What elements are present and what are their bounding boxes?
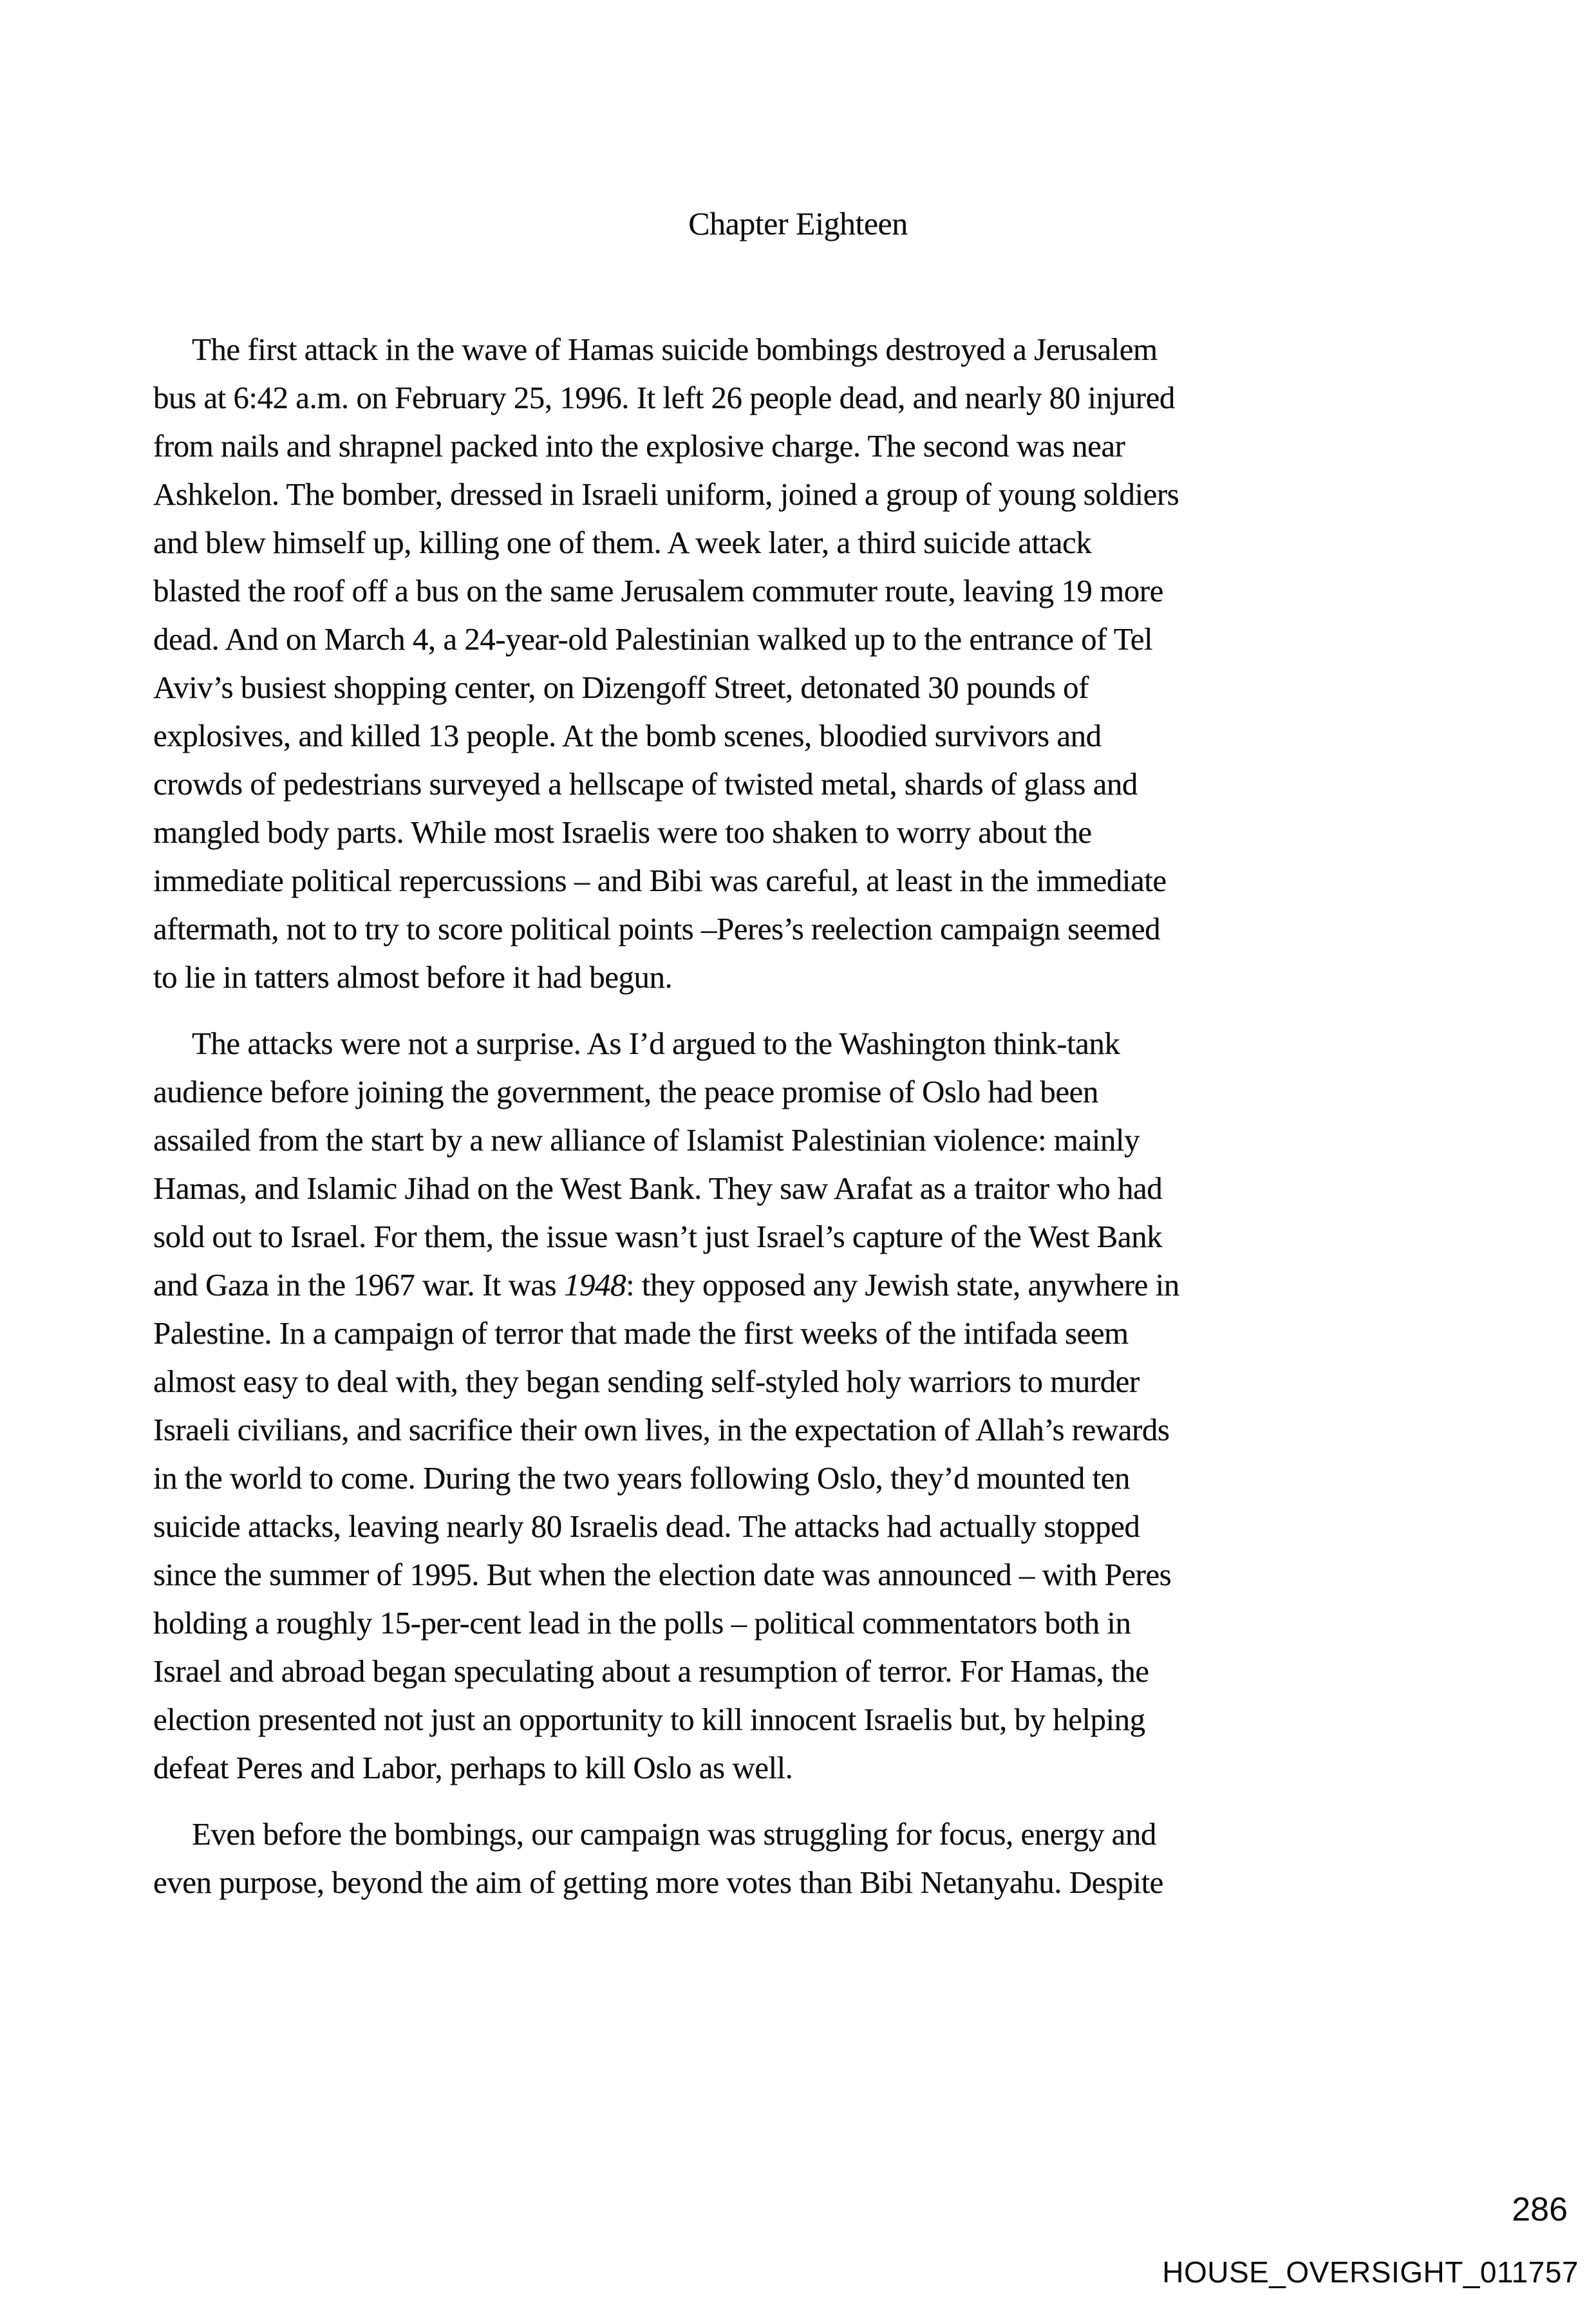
text-line: even purpose, beyond the aim of getting more votes than Bibi Netanyahu. Despite [153, 1865, 1163, 1900]
text-line: holding a roughly 15-per-cent lead in the polls – political commentators both in [153, 1605, 1131, 1640]
text-line: Aviv’s busiest shopping center, on Dizengoff Street, detonated 30 pounds of [153, 670, 1089, 705]
text-line: in the world to come. During the two years following Oslo, they’d mounted ten [153, 1460, 1130, 1496]
text-line: bus at 6:42 a.m. on February 25, 1996. It left 26 people dead, and nearly 80 injured [153, 380, 1175, 415]
text-line: Israeli civilians, and sacrifice their own lives, in the expectation of Allah’s rewards [153, 1412, 1170, 1447]
text-line: defeat Peres and Labor, perhaps to kill Oslo as well. [153, 1750, 793, 1785]
text-line: audience before joining the government, the peace promise of Oslo had been [153, 1074, 1098, 1109]
text-line: and blew himself up, killing one of them. A week later, a third suicide attack [153, 525, 1092, 560]
text-line: almost easy to deal with, they began sending self-styled holy warriors to murder [153, 1364, 1140, 1399]
text-line: immediate political repercussions – and Bibi was careful, at least in the immediate [153, 863, 1167, 898]
text-line: The first attack in the wave of Hamas suicide bombings destroyed a Jerusalem [192, 332, 1158, 367]
text-line: since the summer of 1995. But when the election date was announced – with Peres [153, 1557, 1172, 1592]
text-line: from nails and shrapnel packed into the explosive charge. The second was near [153, 428, 1125, 464]
body-text [153, 325, 1415, 1924]
text-line: Israel and abroad began speculating about a resumption of terror. For Hamas, the [153, 1653, 1149, 1689]
text-line: Ashkelon. The bomber, dressed in Israeli uniform, joined a group of young soldiers [153, 476, 1179, 512]
text-line: mangled body parts. While most Israelis were too shaken to worry about the [153, 814, 1092, 850]
text-line: The attacks were not a surprise. As I’d argued to the Washington think-tank [192, 1026, 1120, 1061]
text-line: aftermath, not to try to score political points –Peres’s reelection campaign seemed [153, 911, 1161, 946]
text-line: suicide attacks, leaving nearly 80 Israelis dead. The attacks had actually stopped [153, 1509, 1140, 1544]
page-number: 286 [1512, 2191, 1568, 2228]
text-line: explosives, and killed 13 people. At the bomb scenes, bloodied survivors and [153, 718, 1102, 753]
text-line: and Gaza in the 1967 war. It was 1948: they opposed any Jewish state, anywhere in [153, 1267, 1179, 1302]
text-line: assailed from the start by a new alliance of Islamist Palestinian violence: mainly [153, 1122, 1140, 1158]
text-line: blasted the roof off a bus on the same Jerusalem commuter route, leaving 19 more [153, 573, 1163, 608]
text-line: crowds of pedestrians surveyed a hellscape of twisted metal, shards of glass and [153, 766, 1138, 802]
bates-stamp: HOUSE_OVERSIGHT_011757 [1162, 2255, 1579, 2289]
chapter-heading: Chapter Eighteen [688, 205, 908, 241]
text-line: dead. And on March 4, a 24-year-old Palestinian walked up to the entrance of Tel [153, 621, 1153, 657]
text-line: to lie in tatters almost before it had begun. [153, 959, 673, 995]
text-line: election presented not just an opportunity to kill innocent Israelis but, by helping [153, 1702, 1145, 1737]
text-line: sold out to Israel. For them, the issue wasn’t just Israel’s capture of the West Bank [153, 1219, 1163, 1254]
paragraph [153, 325, 1415, 1001]
text-line: Hamas, and Islamic Jihad on the West Bank. They saw Arafat as a traitor who had [153, 1170, 1163, 1206]
paragraph [153, 1810, 1415, 1906]
text-line: Palestine. In a campaign of terror that made the first weeks of the intifada seem [153, 1315, 1129, 1351]
paragraph [153, 1019, 1415, 1792]
text-line: Even before the bombings, our campaign was struggling for focus, energy and [192, 1816, 1156, 1852]
